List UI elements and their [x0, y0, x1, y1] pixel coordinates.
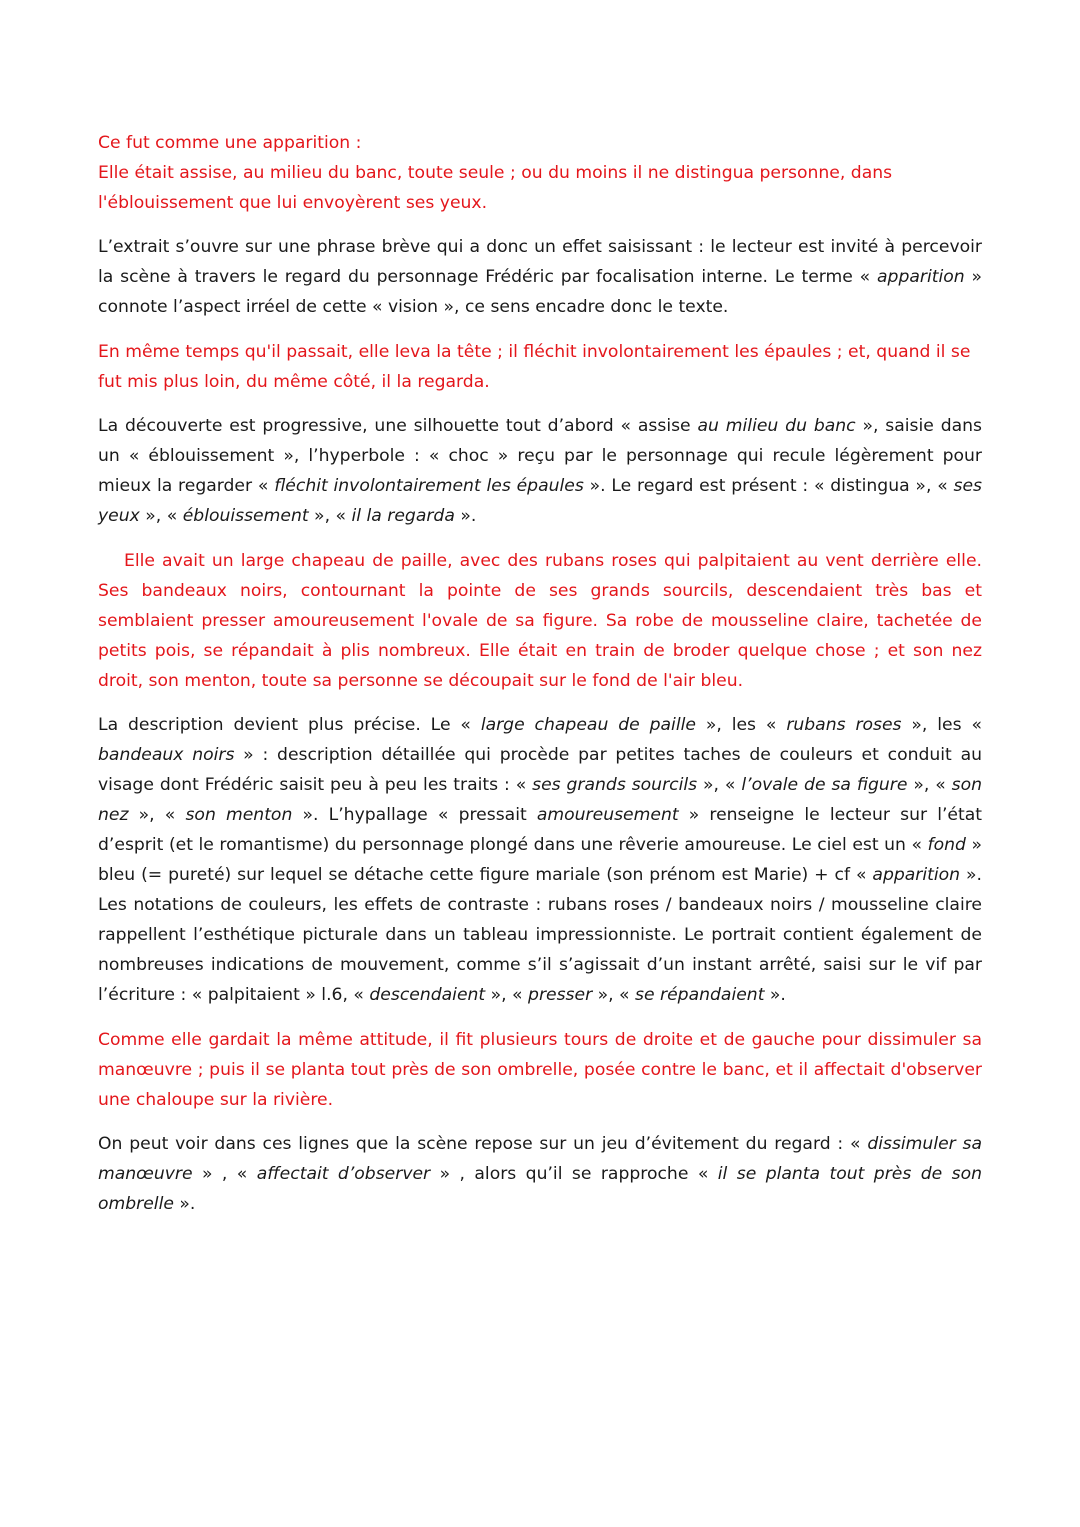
quote-4: Comme elle gardait la même attitude, il fit plusieurs tours de droite et de gauche pour dissimuler sa manœuvre ; puis il se planta tout près de son ombrelle, posée contre le banc, et il affectait d'observer une chaloupe sur la rivière.	[98, 1030, 982, 1110]
quote-1	[98, 128, 982, 218]
text-run: », «	[907, 775, 952, 795]
text-run: La découverte est progressive, une silhouette tout d’abord « assise	[98, 416, 698, 436]
italic-run: il se planta tout près de son ombrelle	[98, 1164, 983, 1214]
italic-run: affectait d’observer	[256, 1164, 431, 1184]
text-run: » bleu (= pureté) sur lequel se détache cette figure mariale (son prénom est Marie) + cf «	[98, 835, 982, 885]
quote-1-line-1: Ce fut comme une apparition :	[98, 133, 362, 153]
text-run: ».	[454, 506, 477, 526]
text-run: » , «	[192, 1164, 257, 1184]
italic-run: au milieu du banc	[697, 416, 856, 436]
text-run: », «	[697, 775, 742, 795]
text-run: », saisie dans un « éblouissement », l’hyperbole : « choc » reçu par le personnage qui recule légèrement pour mieux la regarder «	[98, 416, 982, 496]
italic-run: ses grands sourcils	[532, 775, 698, 795]
text-run: », «	[485, 985, 529, 1005]
text-run: L’extrait s’ouvre sur une phrase brève qui a donc un effet saisissant : le lecteur est invité à percevoir la scène à travers le regard du personnage Frédéric par focalisation interne. Le terme «	[98, 237, 982, 287]
italic-run: dissimuler sa manœuvre	[98, 1134, 983, 1184]
italic-run: ses yeux	[98, 476, 982, 526]
text-run: », «	[592, 985, 636, 1005]
text-run: ». Les notations de couleurs, les effets de contraste : rubans roses / bandeaux noirs / mousseline claire rappellent l’esthétique picturale dans un tableau impressionniste. Le portrait contient également de nombreuses indications de mouvement, comme s’il s’agissait d’un instant arrêté, saisi sur le vif par l’écriture : « palpitaient » l.6, «	[98, 865, 982, 1005]
text-run: » renseigne le lecteur sur l’état d’esprit (et le romantisme) du personnage plongé dans une rêverie amoureuse. Le ciel est un «	[98, 805, 983, 855]
quote-1-line-2: Elle était assise, au milieu du banc, toute seule ; ou du moins il ne distingua personne, dans l'éblouissement que lui envoyèrent ses yeux.	[98, 163, 893, 213]
text-run: La description devient plus précise. Le «	[98, 715, 481, 735]
italic-run: presser	[528, 985, 593, 1005]
quote-2: En même temps qu'il passait, elle leva la tête ; il fléchit involontairement les épaules ; et, quand il se fut mis plus loin, du même côté, il la regarda.	[98, 342, 971, 392]
italic-run: descendaient	[369, 985, 486, 1005]
italic-run: son menton	[185, 805, 293, 825]
text-run: ». Le regard est présent : « distingua », «	[583, 476, 954, 496]
text-run: », «	[128, 805, 186, 825]
text-run: », «	[308, 506, 352, 526]
text-run: » , alors qu’il se rapproche «	[430, 1164, 718, 1184]
document-page	[98, 128, 982, 1219]
text-run: ».	[173, 1194, 196, 1214]
italic-run: fond	[927, 835, 966, 855]
analysis-4	[98, 1129, 982, 1219]
text-run: », les «	[901, 715, 982, 735]
text-run: » connote l’aspect irréel de cette « vision », ce sens encadre donc le texte.	[98, 267, 982, 317]
italic-run: se répandaient	[635, 985, 765, 1005]
italic-run: son nez	[98, 775, 983, 825]
text-run: ». L’hypallage « pressait	[292, 805, 537, 825]
analysis-1	[98, 232, 982, 322]
text-run: ».	[764, 985, 786, 1005]
italic-run: il la regarda	[351, 506, 455, 526]
analysis-3	[98, 710, 982, 1010]
italic-run: éblouissement	[182, 506, 309, 526]
italic-run: rubans roses	[786, 715, 902, 735]
italic-run: amoureusement	[536, 805, 679, 825]
italic-run: large chapeau de paille	[480, 715, 696, 735]
text-run: » : description détaillée qui procède par petites taches de couleurs et conduit au visage dont Frédéric saisit peu à peu les traits : «	[98, 745, 982, 795]
analysis-2	[98, 411, 982, 531]
text-run: On peut voir dans ces lignes que la scène repose sur un jeu d’évitement du regard : «	[98, 1134, 868, 1154]
italic-run: bandeaux noirs	[98, 745, 235, 765]
text-run: », les «	[695, 715, 787, 735]
italic-run: apparition	[872, 865, 961, 885]
italic-run: apparition	[877, 267, 965, 287]
italic-run: fléchit involontairement les épaules	[274, 476, 584, 496]
quote-3: Elle avait un large chapeau de paille, avec des rubans roses qui palpitaient au vent derrière elle. Ses bandeaux noirs, contournant la pointe de ses grands sourcils, descendaient très bas et semblaient presser amoureusement l'ovale de sa figure. Sa robe de mousseline claire, tachetée de petits pois, se répandait à plis nombreux. Elle était en train de broder quelque chose ; et son nez droit, son menton, toute sa personne se découpait sur le fond de l'air bleu.	[98, 551, 982, 691]
text-run: », «	[139, 506, 183, 526]
italic-run: l’ovale de sa figure	[741, 775, 908, 795]
